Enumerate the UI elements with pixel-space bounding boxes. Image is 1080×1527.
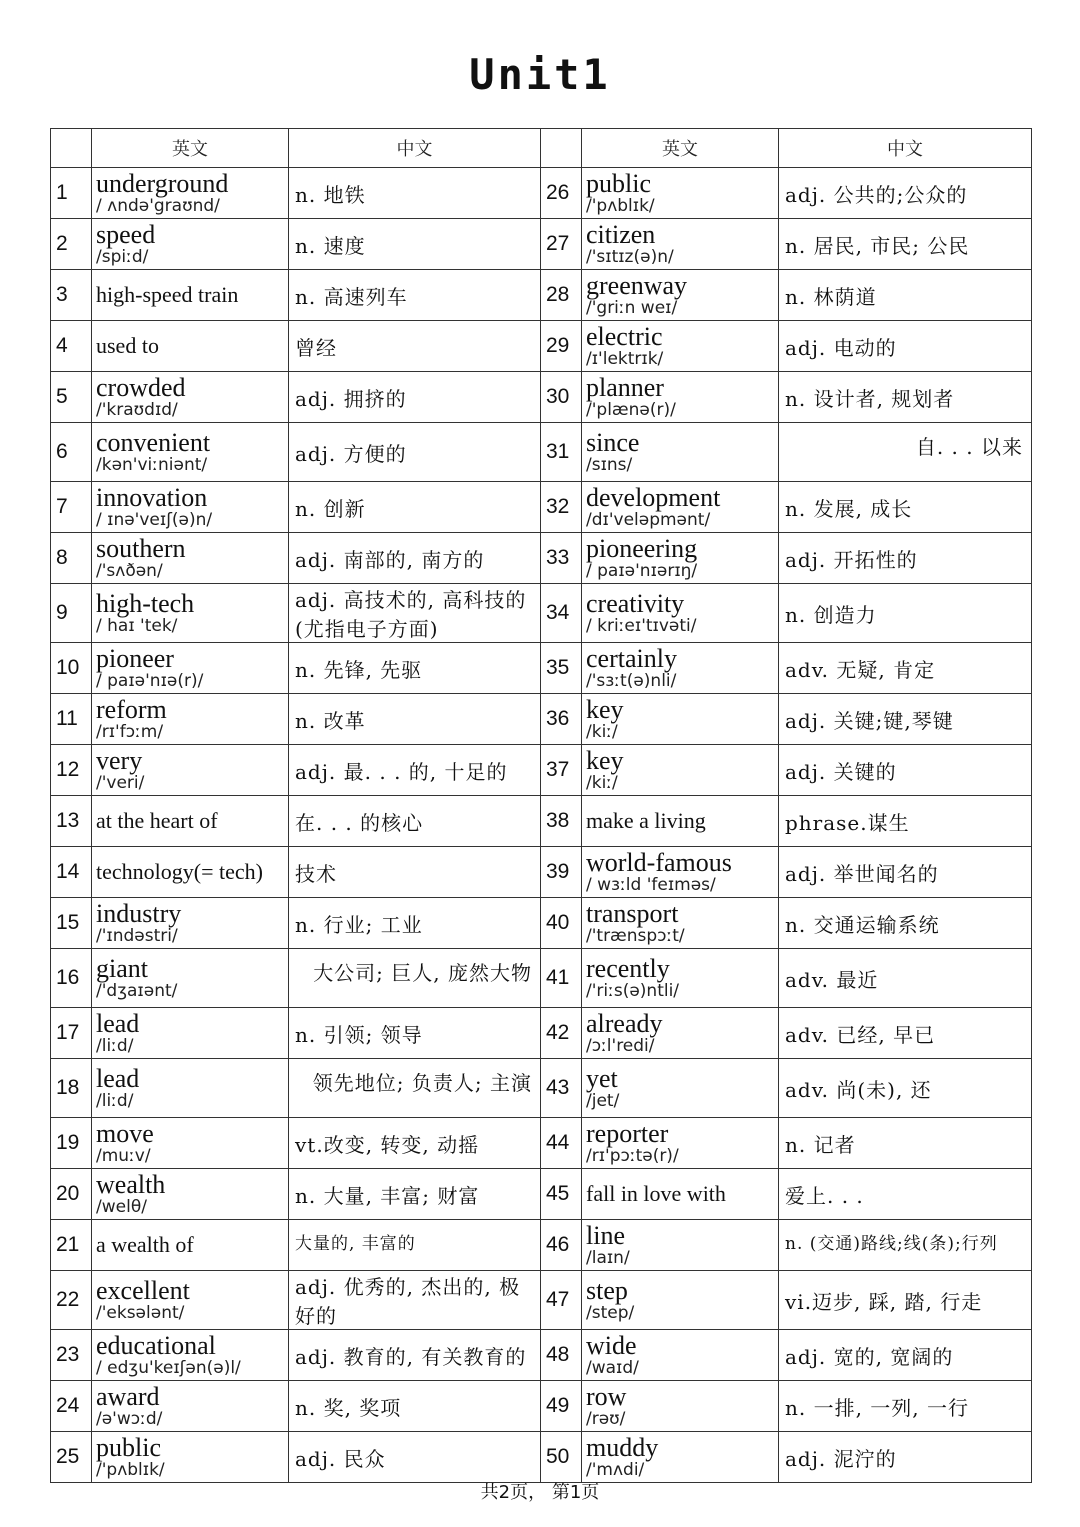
english-cell <box>582 694 779 745</box>
table-row <box>51 847 1032 898</box>
english-cell <box>92 168 289 219</box>
entry-number: 47 <box>541 1271 582 1330</box>
english-word: world-famous <box>586 848 732 877</box>
english-word: citizen <box>586 220 656 249</box>
entry-number: 20 <box>51 1169 92 1220</box>
english-word: convenient <box>96 428 211 457</box>
english-cell <box>582 1169 779 1220</box>
chinese-meaning: n. 林荫道 <box>779 270 1032 321</box>
english-word: recently <box>586 954 670 983</box>
phonetic: /'kraʊdɪd/ <box>96 400 178 420</box>
chinese-meaning: 在. . . 的核心 <box>289 796 541 847</box>
entry-number: 10 <box>51 643 92 694</box>
english-word: transport <box>586 899 679 928</box>
entry-number: 19 <box>51 1118 92 1169</box>
english-word: giant <box>96 954 148 983</box>
table-row <box>51 1118 1032 1169</box>
english-word: greenway <box>586 271 688 300</box>
chinese-meaning: 曾经 <box>289 321 541 372</box>
chinese-meaning: vi.迈步, 踩, 踏, 行走 <box>779 1271 1032 1330</box>
entry-number: 1 <box>51 168 92 219</box>
entry-number: 18 <box>51 1059 92 1118</box>
phonetic: / wɜːld 'feɪməs/ <box>586 875 716 895</box>
english-cell <box>582 1059 779 1118</box>
table-row <box>51 321 1032 372</box>
phonetic: /'griːn weɪ/ <box>586 298 678 318</box>
chinese-meaning: adj. 宽的, 宽阔的 <box>779 1330 1032 1381</box>
english-cell <box>92 1169 289 1220</box>
english-cell <box>92 423 289 482</box>
phonetic: /'ɪndəstri/ <box>96 926 178 946</box>
entry-number: 17 <box>51 1008 92 1059</box>
english-cell <box>582 1118 779 1169</box>
english-word: key <box>586 695 624 724</box>
english-word: southern <box>96 534 186 563</box>
entry-number: 37 <box>541 745 582 796</box>
english-word: creativity <box>586 589 685 618</box>
phonetic: /ɪ'lektrɪk/ <box>586 349 664 369</box>
chinese-meaning: n. 地铁 <box>289 168 541 219</box>
table-row <box>51 949 1032 1008</box>
entry-number: 2 <box>51 219 92 270</box>
chinese-meaning: adj. 泥泞的 <box>779 1432 1032 1483</box>
phonetic: /kən'viːniənt/ <box>96 455 208 475</box>
english-word: pioneering <box>586 534 698 563</box>
english-cell <box>582 533 779 584</box>
table-row <box>51 643 1032 694</box>
entry-number: 42 <box>541 1008 582 1059</box>
english-word: used to <box>96 333 159 358</box>
english-cell <box>582 847 779 898</box>
entry-number: 13 <box>51 796 92 847</box>
english-cell <box>92 321 289 372</box>
english-word: at the heart of <box>96 808 218 833</box>
header-chinese-left: 中文 <box>289 129 541 168</box>
phonetic: /'pʌblɪk/ <box>586 196 655 216</box>
table-row <box>51 584 1032 643</box>
table-row <box>51 168 1032 219</box>
table-row <box>51 1008 1032 1059</box>
header-chinese-right: 中文 <box>779 129 1032 168</box>
chinese-meaning: adv. 已经, 早已 <box>779 1008 1032 1059</box>
entry-number: 22 <box>51 1271 92 1330</box>
english-word: award <box>96 1382 160 1411</box>
english-cell <box>92 584 289 643</box>
phonetic: /dɪ'veləpmənt/ <box>586 510 711 530</box>
table-row <box>51 1432 1032 1483</box>
english-cell <box>582 898 779 949</box>
english-cell <box>92 847 289 898</box>
phonetic: / haɪ 'tek/ <box>96 616 178 636</box>
entry-number: 16 <box>51 949 92 1008</box>
phonetic: /liːd/ <box>96 1091 134 1111</box>
table-row <box>51 482 1032 533</box>
english-word: high-tech <box>96 589 195 618</box>
chinese-meaning: adj. 关键的 <box>779 745 1032 796</box>
chinese-meaning: n. 奖, 奖项 <box>289 1381 541 1432</box>
entry-number: 44 <box>541 1118 582 1169</box>
english-word: step <box>586 1276 628 1305</box>
english-word: pioneer <box>96 644 174 673</box>
chinese-meaning: adj. 举世闻名的 <box>779 847 1032 898</box>
english-cell <box>582 168 779 219</box>
entry-number: 29 <box>541 321 582 372</box>
english-word: development <box>586 483 721 512</box>
phonetic: /'veri/ <box>96 773 145 793</box>
table-row <box>51 1381 1032 1432</box>
vocabulary-body <box>51 168 1032 1483</box>
vocabulary-table <box>50 128 1032 1483</box>
chinese-meaning: adv. 尚(未), 还 <box>779 1059 1032 1118</box>
english-cell <box>582 372 779 423</box>
table-row <box>51 694 1032 745</box>
phonetic: /kiː/ <box>586 773 618 793</box>
entry-number: 5 <box>51 372 92 423</box>
table-row <box>51 270 1032 321</box>
entry-number: 50 <box>541 1432 582 1483</box>
table-row <box>51 372 1032 423</box>
english-word: wide <box>586 1331 637 1360</box>
chinese-meaning: n. 交通运输系统 <box>779 898 1032 949</box>
english-cell <box>92 796 289 847</box>
english-cell <box>582 1330 779 1381</box>
english-word: high-speed train <box>96 282 239 307</box>
phonetic: / paɪə'nɪərɪŋ/ <box>586 561 698 581</box>
english-word: yet <box>586 1064 618 1093</box>
english-cell <box>92 949 289 1008</box>
phonetic: /laɪn/ <box>586 1248 630 1268</box>
header-english-right: 英文 <box>582 129 779 168</box>
table-row <box>51 1271 1032 1330</box>
table-row <box>51 898 1032 949</box>
phonetic: /liːd/ <box>96 1036 134 1056</box>
english-word: innovation <box>96 483 208 512</box>
english-cell <box>92 1118 289 1169</box>
chinese-meaning: phrase.谋生 <box>779 796 1032 847</box>
chinese-meaning: n. 一排, 一列, 一行 <box>779 1381 1032 1432</box>
phonetic: /'plænə(r)/ <box>586 400 676 420</box>
header-row <box>51 129 1032 168</box>
phonetic: /ə'wɔːd/ <box>96 1409 163 1429</box>
english-word: crowded <box>96 373 186 402</box>
chinese-meaning: adj. 优秀的, 杰出的, 极好的 <box>289 1271 541 1330</box>
phonetic: /'sʌðən/ <box>96 561 163 581</box>
english-word: muddy <box>586 1433 659 1462</box>
phonetic: /jet/ <box>586 1091 620 1111</box>
english-word: underground <box>96 169 229 198</box>
entry-number: 36 <box>541 694 582 745</box>
chinese-meaning: 爱上. . . <box>779 1169 1032 1220</box>
english-cell <box>92 1432 289 1483</box>
entry-number: 32 <box>541 482 582 533</box>
chinese-meaning: 技术 <box>289 847 541 898</box>
entry-number: 30 <box>541 372 582 423</box>
english-cell <box>582 1220 779 1271</box>
entry-number: 38 <box>541 796 582 847</box>
english-word: a wealth of <box>96 1232 194 1257</box>
entry-number: 35 <box>541 643 582 694</box>
english-cell <box>582 584 779 643</box>
table-row <box>51 796 1032 847</box>
english-cell <box>92 1381 289 1432</box>
english-cell <box>92 270 289 321</box>
english-cell <box>582 949 779 1008</box>
english-cell <box>582 321 779 372</box>
chinese-meaning: adj. 公共的;公众的 <box>779 168 1032 219</box>
english-word: public <box>586 169 651 198</box>
english-cell <box>582 1432 779 1483</box>
chinese-meaning: n. 发展, 成长 <box>779 482 1032 533</box>
english-word: already <box>586 1009 663 1038</box>
entry-number: 12 <box>51 745 92 796</box>
table-row <box>51 1330 1032 1381</box>
chinese-meaning: n. 设计者, 规划者 <box>779 372 1032 423</box>
entry-number: 34 <box>541 584 582 643</box>
phonetic: / paɪə'nɪə(r)/ <box>96 671 204 691</box>
entry-number: 39 <box>541 847 582 898</box>
chinese-meaning: n. 高速列车 <box>289 270 541 321</box>
chinese-meaning: 自. . . 以来 <box>779 423 1032 482</box>
chinese-meaning: n. 先锋, 先驱 <box>289 643 541 694</box>
table-row <box>51 219 1032 270</box>
english-word: lead <box>96 1009 140 1038</box>
english-word: planner <box>586 373 664 402</box>
chinese-meaning: adj. 民众 <box>289 1432 541 1483</box>
phonetic: / edʒu'keɪʃən(ə)l/ <box>96 1358 241 1378</box>
phonetic: /'pʌblɪk/ <box>96 1460 165 1480</box>
entry-number: 7 <box>51 482 92 533</box>
english-cell <box>92 745 289 796</box>
chinese-meaning: n. 居民, 市民; 公民 <box>779 219 1032 270</box>
chinese-meaning: n. 引领; 领导 <box>289 1008 541 1059</box>
chinese-meaning: n. 行业; 工业 <box>289 898 541 949</box>
english-cell <box>92 1220 289 1271</box>
chinese-meaning: n. 记者 <box>779 1118 1032 1169</box>
table-row <box>51 423 1032 482</box>
english-cell <box>92 1008 289 1059</box>
entry-number: 8 <box>51 533 92 584</box>
chinese-meaning: n. (交通)路线;线(条);行列 <box>779 1220 1032 1271</box>
english-word: since <box>586 428 640 457</box>
english-word: excellent <box>96 1276 190 1305</box>
chinese-meaning: n. 速度 <box>289 219 541 270</box>
phonetic: /sɪns/ <box>586 455 633 475</box>
chinese-meaning: adv. 最近 <box>779 949 1032 1008</box>
chinese-meaning: adj. 拥挤的 <box>289 372 541 423</box>
english-word: industry <box>96 899 182 928</box>
english-cell <box>582 1008 779 1059</box>
header-english-left: 英文 <box>92 129 289 168</box>
english-word: technology(= tech) <box>96 859 263 884</box>
chinese-meaning: n. 大量, 丰富; 财富 <box>289 1169 541 1220</box>
english-word: educational <box>96 1331 216 1360</box>
english-word: lead <box>96 1064 140 1093</box>
entry-number: 28 <box>541 270 582 321</box>
entry-number: 4 <box>51 321 92 372</box>
english-cell <box>92 898 289 949</box>
english-word: reporter <box>586 1119 669 1148</box>
entry-number: 46 <box>541 1220 582 1271</box>
phonetic: /'eksələnt/ <box>96 1303 185 1323</box>
phonetic: /spiːd/ <box>96 247 149 267</box>
english-cell <box>92 1059 289 1118</box>
english-cell <box>92 219 289 270</box>
english-word: fall in love with <box>586 1181 726 1206</box>
phonetic: / ɪnə'veɪʃ(ə)n/ <box>96 510 213 530</box>
phonetic: /muːv/ <box>96 1146 151 1166</box>
phonetic: /'sɪtɪz(ə)n/ <box>586 247 674 267</box>
chinese-meaning: n. 创新 <box>289 482 541 533</box>
header-num-left <box>51 129 92 168</box>
english-cell <box>92 482 289 533</box>
chinese-meaning: adj. 关键;键,琴键 <box>779 694 1032 745</box>
entry-number: 27 <box>541 219 582 270</box>
english-cell <box>582 745 779 796</box>
english-cell <box>92 694 289 745</box>
phonetic: /waɪd/ <box>586 1358 639 1378</box>
entry-number: 45 <box>541 1169 582 1220</box>
entry-number: 26 <box>541 168 582 219</box>
entry-number: 25 <box>51 1432 92 1483</box>
chinese-meaning: adj. 方便的 <box>289 423 541 482</box>
header-num-right <box>541 129 582 168</box>
entry-number: 15 <box>51 898 92 949</box>
page-title: Unit1 <box>469 50 611 99</box>
phonetic: /rɪ'fɔːm/ <box>96 722 164 742</box>
table-row <box>51 745 1032 796</box>
phonetic: / kriːeɪ'tɪvəti/ <box>586 616 697 636</box>
english-word: certainly <box>586 644 677 673</box>
english-cell <box>582 270 779 321</box>
phonetic: /'sɜːt(ə)nli/ <box>586 671 677 691</box>
entry-number: 43 <box>541 1059 582 1118</box>
entry-number: 48 <box>541 1330 582 1381</box>
phonetic: /rɪ'pɔːtə(r)/ <box>586 1146 679 1166</box>
english-word: line <box>586 1221 625 1250</box>
phonetic: /rəʊ/ <box>586 1409 626 1429</box>
phonetic: /welθ/ <box>96 1197 147 1217</box>
english-cell <box>582 1271 779 1330</box>
chinese-meaning: adj. 教育的, 有关教育的 <box>289 1330 541 1381</box>
english-cell <box>582 482 779 533</box>
entry-number: 14 <box>51 847 92 898</box>
chinese-meaning: adj. 最. . . 的, 十足的 <box>289 745 541 796</box>
english-word: very <box>96 746 143 775</box>
phonetic: /step/ <box>586 1303 635 1323</box>
english-word: move <box>96 1119 154 1148</box>
phonetic: / ʌndə'graʊnd/ <box>96 196 220 216</box>
chinese-meaning: n. 创造力 <box>779 584 1032 643</box>
english-cell <box>582 423 779 482</box>
english-cell <box>582 1381 779 1432</box>
english-cell <box>92 1330 289 1381</box>
entry-number: 11 <box>51 694 92 745</box>
english-word: speed <box>96 220 156 249</box>
english-cell <box>92 1271 289 1330</box>
entry-number: 6 <box>51 423 92 482</box>
english-word: row <box>586 1382 627 1411</box>
english-cell <box>582 796 779 847</box>
chinese-meaning: n. 改革 <box>289 694 541 745</box>
english-cell <box>92 533 289 584</box>
english-word: make a living <box>586 808 706 833</box>
chinese-meaning: vt.改变, 转变, 动摇 <box>289 1118 541 1169</box>
entry-number: 21 <box>51 1220 92 1271</box>
phonetic: /'mʌdi/ <box>586 1460 645 1480</box>
table-row <box>51 1169 1032 1220</box>
entry-number: 24 <box>51 1381 92 1432</box>
table-row <box>51 533 1032 584</box>
entry-number: 49 <box>541 1381 582 1432</box>
english-cell <box>582 643 779 694</box>
english-word: wealth <box>96 1170 166 1199</box>
entry-number: 23 <box>51 1330 92 1381</box>
phonetic: /'trænspɔːt/ <box>586 926 685 946</box>
table-row <box>51 1220 1032 1271</box>
chinese-meaning: adj. 南部的, 南方的 <box>289 533 541 584</box>
english-word: reform <box>96 695 167 724</box>
english-word: electric <box>586 322 663 351</box>
phonetic: /'dʒaɪənt/ <box>96 981 178 1001</box>
entry-number: 33 <box>541 533 582 584</box>
english-word: key <box>586 746 624 775</box>
chinese-meaning: adv. 无疑, 肯定 <box>779 643 1032 694</box>
chinese-meaning: adj. 高技术的, 高科技的(尤指电子方面) <box>289 584 541 643</box>
phonetic: /ɔːl'redi/ <box>586 1036 655 1056</box>
entry-number: 41 <box>541 949 582 1008</box>
table-row <box>51 1059 1032 1118</box>
english-cell <box>92 372 289 423</box>
chinese-meaning: adj. 电动的 <box>779 321 1032 372</box>
entry-number: 9 <box>51 584 92 643</box>
english-word: public <box>96 1433 161 1462</box>
entry-number: 31 <box>541 423 582 482</box>
entry-number: 3 <box>51 270 92 321</box>
page-footer: 共2页， 第1页 <box>480 1482 600 1503</box>
phonetic: /kiː/ <box>586 722 618 742</box>
chinese-meaning: 领先地位; 负责人; 主演 <box>289 1059 541 1118</box>
chinese-meaning: 大公司; 巨人, 庞然大物 <box>289 949 541 1008</box>
english-cell <box>582 219 779 270</box>
entry-number: 40 <box>541 898 582 949</box>
chinese-meaning: adj. 开拓性的 <box>779 533 1032 584</box>
phonetic: /'riːs(ə)ntli/ <box>586 981 680 1001</box>
english-cell <box>92 643 289 694</box>
chinese-meaning: 大量的, 丰富的 <box>289 1220 541 1271</box>
